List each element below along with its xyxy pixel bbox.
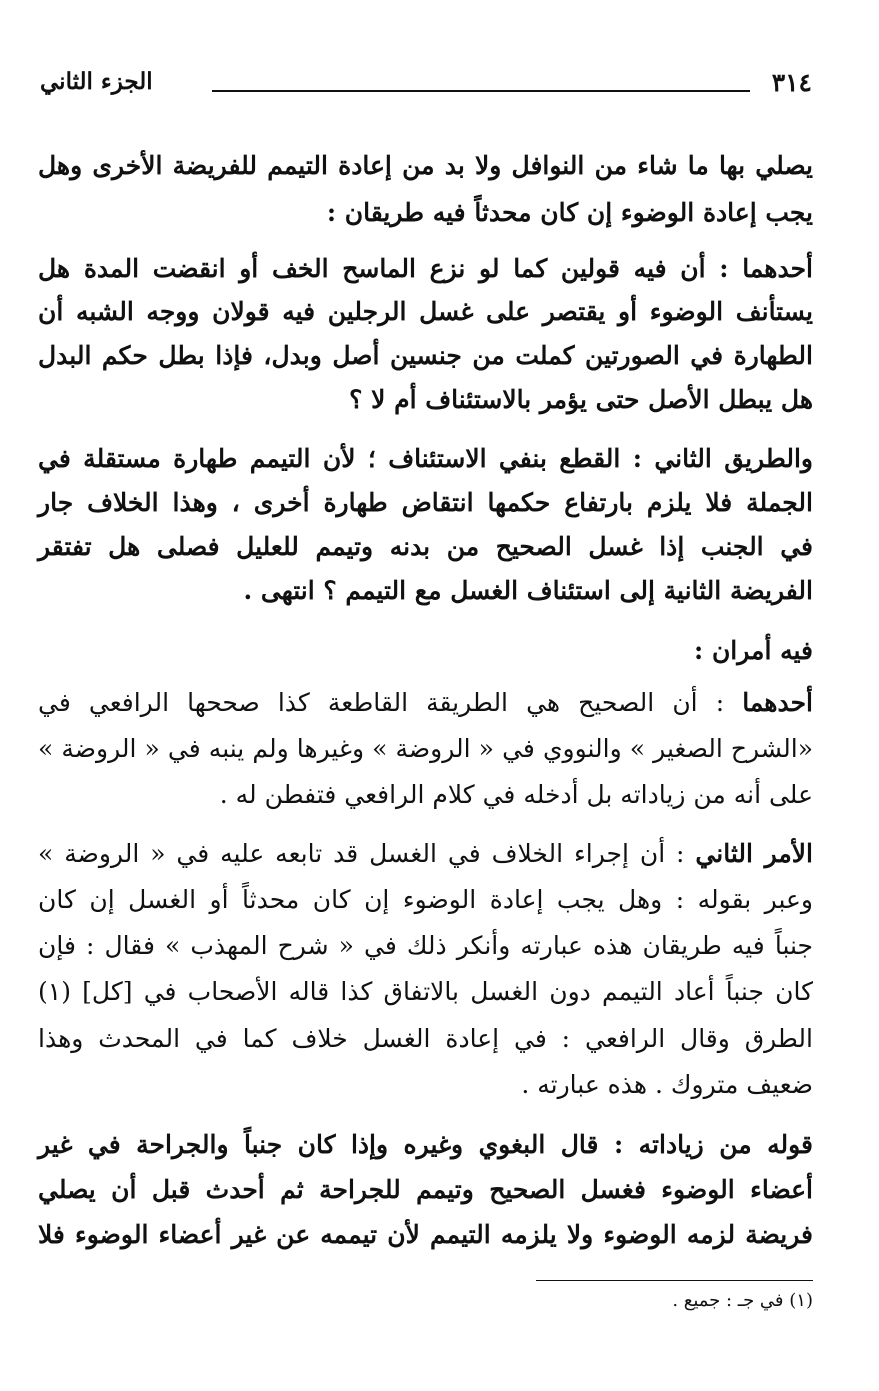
text-line: الطهارة في الصورتين كملت من جنسين أصل وبدل، فإذا بطل حكم البدل — [38, 341, 813, 370]
text-line: كان جنباً أعاد التيمم دون الغسل بالاتفاق كذا قاله الأصحاب في [كل] (١) — [38, 977, 813, 1006]
text-line: جنباً فيه طريقان هذه عبارته وأنكر ذلك في « شرح المهذب » فقال : فإن — [38, 931, 813, 960]
text-line: ضعيف متروك . هذه عبارته . — [521, 1070, 813, 1099]
text-line: فريضة لزمه الوضوء ولا يلزمه التيمم لأن تيممه عن غير أعضاء الوضوء فلا — [38, 1220, 813, 1249]
text-line: أحدهما : أن الصحيح هي الطريقة القاطعة كذا صححها الرافعي في — [38, 688, 813, 717]
page-header — [40, 66, 812, 114]
section-heading: قوله من زياداته — [638, 1130, 814, 1159]
text-line: الطرق وقال الرافعي : في إعادة الغسل خلاف كما في المحدث وهذا — [38, 1024, 813, 1053]
section-heading: الأمر الثاني — [695, 839, 813, 868]
text-line: الفريضة الثانية إلى استئناف الغسل مع التيمم ؟ انتهى . — [243, 576, 813, 605]
text-line: قوله من زياداته : قال البغوي وغيره وإذا كان جنباً والجراحة في غير — [38, 1130, 814, 1159]
footnote: (١) في جـ : جميع . — [672, 1290, 813, 1311]
text-line: «الشرح الصغير » والنووي في « الروضة » وغيرها ولم ينبه في « الروضة » — [38, 734, 813, 763]
footnote-rule — [536, 1280, 813, 1281]
text-line: أحدهما : أن فيه قولين كما لو نزع الماسح الخف أو انقضت المدة هل — [38, 254, 813, 283]
text-line: فيه أمران : — [694, 636, 813, 665]
header-rule — [212, 90, 750, 92]
text-line: والطريق الثاني : القطع بنفي الاستئناف ؛ لأن التيمم طهارة مستقلة في — [38, 444, 813, 473]
text-line: الأمر الثاني : أن إجراء الخلاف في الغسل قد تابعه عليه في « الروضة » — [38, 839, 813, 868]
text-line: يصلي بها ما شاء من النوافل ولا بد من إعادة التيمم للفريضة الأخرى وهل — [38, 151, 813, 180]
text-line: يستأنف الوضوء أو يقتصر على غسل الرجلين فيه قولان ووجه الشبه أن — [38, 297, 813, 326]
text-line: الجملة فلا يلزم بارتفاع حكمها انتقاض طهارة أخرى ، وهذا الخلاف جار — [38, 488, 813, 517]
text-line: يجب إعادة الوضوء إن كان محدثاً فيه طريقان : — [326, 198, 813, 227]
running-title: الجزء الثاني — [40, 68, 153, 95]
text-line: وعبر بقوله : وهل يجب إعادة الوضوء إن كان محدثاً أو الغسل إن كان — [38, 885, 813, 914]
text-line: هل يبطل الأصل حتى يؤمر بالاستئناف أم لا ؟ — [349, 385, 813, 414]
text-line: أعضاء الوضوء فغسل الصحيح وتيمم للجراحة ثم أحدث قبل أن يصلي — [38, 1175, 813, 1204]
text-line: على أنه من زياداته بل أدخله في كلام الرافعي فتفطن له . — [219, 780, 813, 809]
page-number: ٣١٤ — [771, 68, 812, 97]
section-heading: أحدهما — [742, 688, 813, 717]
text-line: في الجنب إذا غسل الصحيح من بدنه وتيمم للعليل فصلى هل تفتقر — [38, 532, 813, 561]
